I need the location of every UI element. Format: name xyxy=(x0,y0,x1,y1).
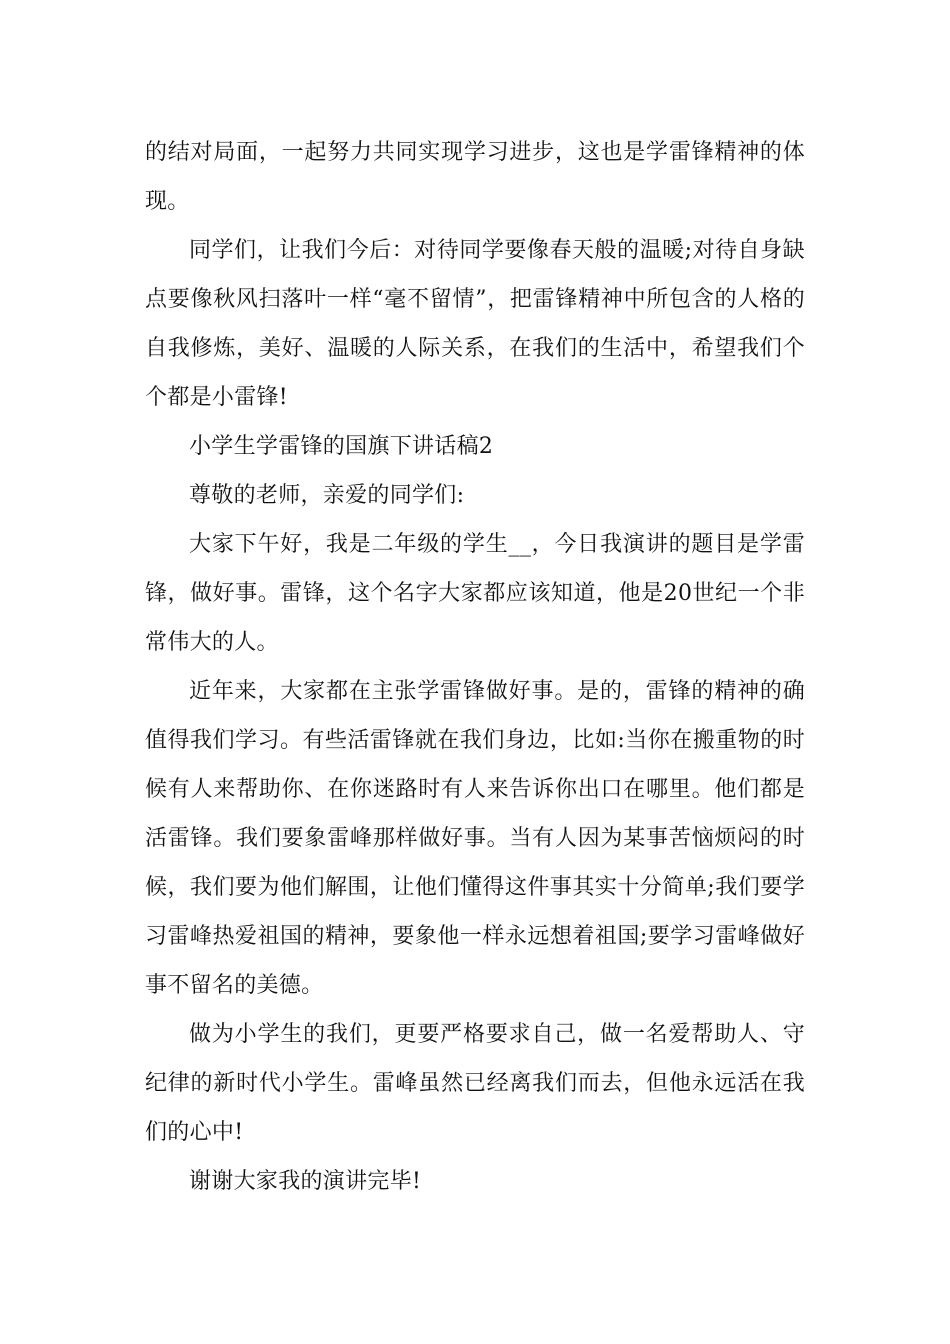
document-body xyxy=(145,128,805,1206)
salutation: 尊敬的老师，亲爱的同学们: xyxy=(189,483,465,508)
paragraph-body: 近年来，大家都在主张学雷锋做好事。是的，雷锋的精神的确值得我们学习。有些活雷锋就在我们身边，比如:当你在搬重物的时候有人来帮助你、在你迷路时有人来告诉你出口在哪里。他们都是活雷锋。我们要象雷峰那样做好事。当有人因为某事苦恼烦闷的时候，我们要为他们解围，让他们懂得这件事其实十分简单;我们要学习雷峰热爱祖国的精神，要象他一样永远想着祖国;要学习雷峰做好事不留名的美德。 xyxy=(145,679,805,998)
closing-line: 谢谢大家我的演讲完毕! xyxy=(189,1169,422,1194)
speech-title: 小学生学雷锋的国旗下讲话稿2 xyxy=(189,434,494,459)
paragraph-continuation: 的结对局面，一起努力共同实现学习进步，这也是学雷锋精神的体现。 xyxy=(145,140,805,214)
paragraph-conclusion: 同学们，让我们今后：对待同学要像春天般的温暖;对待自身缺点要像秋风扫落叶一样“毫不留情”，把雷锋精神中所包含的人格的自我修炼，美好、温暖的人际关系，在我们的生活中，希望我们个个都是小雷锋! xyxy=(145,238,805,410)
paragraph-intro: 大家下午好，我是二年级的学生__，今日我演讲的题目是学雷锋，做好事。雷锋，这个名字大家都应该知道，他是20世纪一个非常伟大的人。 xyxy=(145,532,805,655)
paragraph-resolution: 做为小学生的我们，更要严格要求自己，做一名爱帮助人、守纪律的新时代小学生。雷峰虽然已经离我们而去，但他永远活在我们的心中! xyxy=(145,1022,805,1145)
